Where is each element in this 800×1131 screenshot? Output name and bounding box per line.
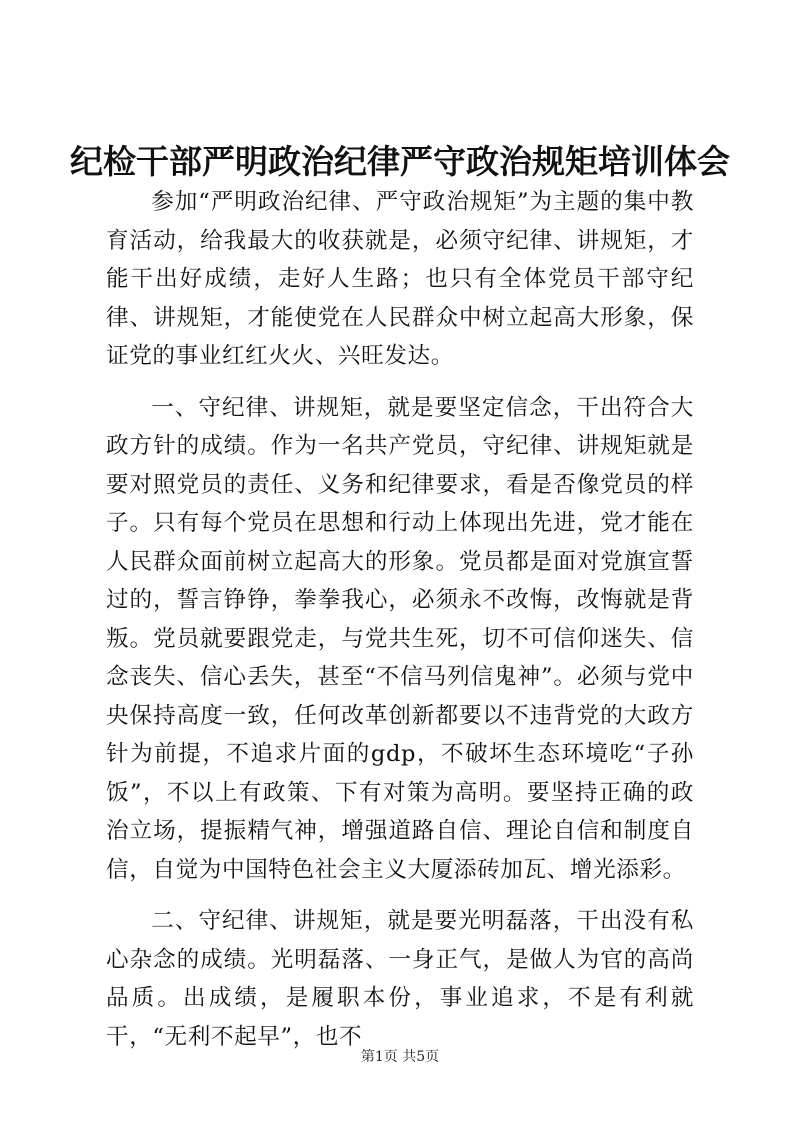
paragraph-section-1: 一、守纪律、讲规矩，就是要坚定信念，干出符合大政方针的成绩。作为一名共产党员，守纪律、讲规矩就是要对照党员的责任、义务和纪律要求，看是否像党员的样子。只有每个党员在思想和行动上体现出先进，党才能在人民群众面前树立起高大的形象。党员都是面对党旗宣誓过的，誓言铮铮，拳拳我心，必须永不改悔，改悔就是背叛。党员就要跟党走，与党共生死，切不可信仰迷失、信念丧失、信心丢失，甚至“不信马列信鬼神”。必须与党中央保持高度一致，任何改革创新都要以不违背党的大政方针为前提，不追求片面的gdp，不破坏生态环境吃“子孙饭”，不以上有政策、下有对策为高明。要坚持正确的政治立场，提振精气神，增强道路自信、理论自信和制度自信，自觉为中国特色社会主义大厦添砖加瓦、增光添彩。	[106, 394, 694, 883]
paragraph-intro: 参加“严明政治纪律、严守政治规矩”为主题的集中教育活动，给我最大的收获就是，必须守纪律、讲规矩，才能干出好成绩，走好人生路；也只有全体党员干部守纪律、讲规矩，才能使党在人民群众中树立起高大形象，保证党的事业红红火火、兴旺发达。	[106, 189, 694, 369]
document-title: 纪检干部严明政治纪律严守政治规矩培训体会	[70, 142, 730, 181]
paragraph-section-2: 二、守纪律、讲规矩，就是要光明磊落，干出没有私心杂念的成绩。光明磊落、一身正气，是做人为官的高尚品质。出成绩，是履职本份，事业追求，不是有利就干，“无利不起早”，也不	[106, 908, 694, 1050]
document-body	[106, 183, 694, 1069]
page-number-footer: 第1页 共5页	[360, 1049, 440, 1065]
